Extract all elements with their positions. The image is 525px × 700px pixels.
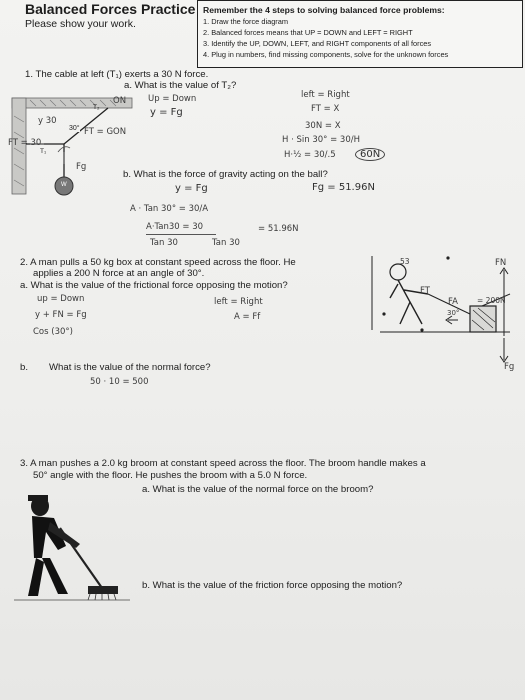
ball-label: W <box>61 182 67 188</box>
hw-y30: y 30 <box>38 116 57 126</box>
problem1-part-b: b. What is the force of gravity acting on the ball? <box>123 169 328 180</box>
hw-fg-diagram: Fg <box>76 162 87 172</box>
step-2: 2. Balanced forces means that UP = DOWN and LEFT = RIGHT <box>203 28 413 37</box>
hw2-ft: FT <box>420 286 430 296</box>
hw-a-tan: A · Tan 30° = 30/A <box>130 204 209 214</box>
janitor-cap <box>28 495 48 501</box>
step-3: 3. Identify the UP, DOWN, LEFT, and RIGHT components of all forces <box>203 39 432 48</box>
hw-ans-b: = 51.96N <box>258 224 299 234</box>
hw2-cos: Cos (30°) <box>33 327 73 337</box>
problem2-text-2: applies a 200 N force at an angle of 30°. <box>33 268 205 279</box>
hw2-q53: 53 <box>400 257 410 266</box>
step-1: 1. Draw the force diagram <box>203 17 289 26</box>
step-4: 4. Plug in numbers, find missing components, solve for the unknown forces <box>203 50 449 59</box>
hw-diagram-t2: ON <box>113 96 127 106</box>
steps-heading: Remember the 4 steps to solving balanced force problems: <box>203 5 445 15</box>
hw-left-right-1: left = Right <box>301 90 350 100</box>
hw-30n-x: 30N = X <box>305 121 341 131</box>
man-head <box>390 264 406 280</box>
hw2-fa: FA <box>448 297 458 307</box>
t1-label: T₁ <box>40 148 47 155</box>
hw2-y-fn: y + FN = Fg <box>35 310 87 320</box>
angle-label: 30° <box>69 125 80 132</box>
problem2-part-b: What is the value of the normal force? <box>49 362 211 373</box>
t2-label: T₂ <box>93 104 100 111</box>
problem3-part-a: a. What is the value of the normal force on the broom? <box>142 484 374 495</box>
hw2-left-right: left = Right <box>214 297 263 307</box>
hw-fraction-bar <box>146 234 216 235</box>
hw-tan30-b: Tan 30 <box>212 238 240 248</box>
hw2-fn: FN <box>495 258 507 268</box>
problem3-part-b: b. What is the value of the friction force opposing the motion? <box>142 580 403 591</box>
page-subtitle: Please show your work. <box>25 18 136 30</box>
hw-fg-answer: Fg = 51.96N <box>312 182 375 193</box>
page-title: Balanced Forces Practice <box>25 1 196 17</box>
hw-y-fg-1: y = Fg <box>150 107 183 118</box>
problem3-figure <box>10 488 135 606</box>
steps-box <box>197 0 523 68</box>
problem3-text-1: 3. A man pushes a 2.0 kg broom at constant speed across the floor. The broom handle makes a <box>20 458 426 469</box>
problem2-text-1: 2. A man pulls a 50 kg box at constant speed across the floor. He <box>20 257 296 268</box>
hw-y-fg-b: y = Fg <box>175 183 208 194</box>
problem3-text-2: 50° angle with the floor. He pushes the broom with a 5.0 N force. <box>33 470 308 481</box>
hw2-fa-val: = 200N <box>477 296 506 305</box>
hw-tan30-a: Tan 30 <box>150 238 178 248</box>
hw2-up-down: up = Down <box>37 294 85 304</box>
hw-h-sin: H · Sin 30° = 30/H <box>282 135 361 145</box>
hw-a-tan2: A·Tan30 = 30 <box>146 222 204 232</box>
hw2-a-ff: A = Ff <box>234 312 261 322</box>
broom-head <box>88 586 118 594</box>
hw2-normal: 50 · 10 = 500 <box>90 377 149 387</box>
janitor-leg-right <box>42 558 68 594</box>
problem1-text: 1. The cable at left (T₁) exerts a 30 N force. <box>25 69 209 80</box>
problem2-part-b-label: b. <box>20 362 29 373</box>
broom-handle <box>60 528 102 588</box>
hw-answer-a: 60N <box>355 148 385 161</box>
hw-ft-gon: FT = GON <box>84 127 127 137</box>
problem2-part-a: a. What is the value of the frictional force opposing the motion? <box>20 280 288 291</box>
hw-up-down-1: Up = Down <box>148 94 197 104</box>
hw-ft-x: FT = X <box>311 104 340 114</box>
problem1-part-a: a. What is the value of T₂? <box>124 80 237 91</box>
hw2-angle: 30° <box>447 309 460 317</box>
problem2-figure <box>370 250 520 370</box>
hw-ft30: FT = 30 <box>8 138 42 148</box>
hw-h-frac: H·½ = 30/.5 <box>284 150 336 160</box>
hw2-fg: Fg <box>504 362 515 372</box>
janitor-leg-left <box>28 558 44 596</box>
